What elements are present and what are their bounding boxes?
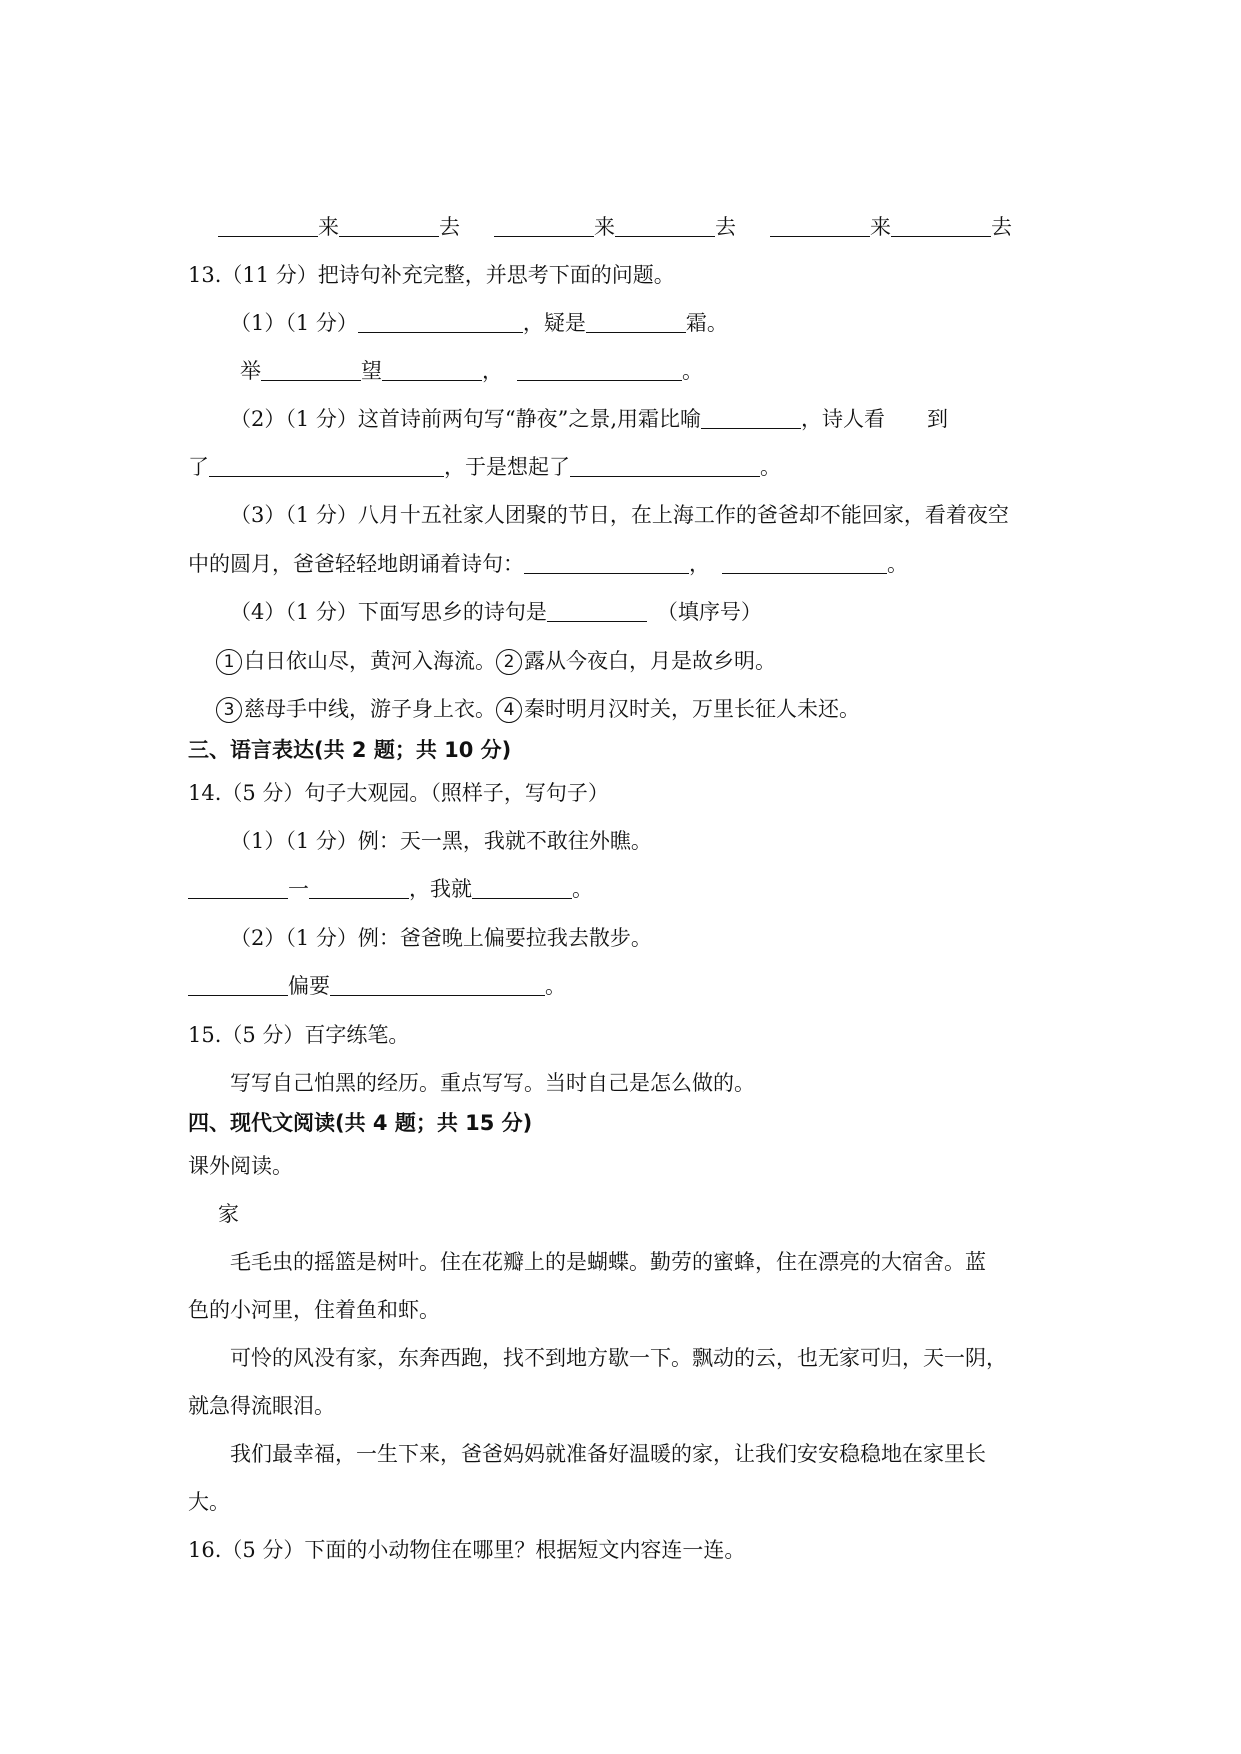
- section-heading-3: 三、语言表达(共 2 题；共 10 分): [188, 738, 512, 762]
- q13-part1: （1）（1 分） ，疑是 霜。: [230, 311, 728, 335]
- blank[interactable]: [261, 358, 361, 381]
- blank[interactable]: [309, 876, 409, 899]
- q13-part3-line2: 中的圆月，爸爸轻轻地朗诵着诗句： ， 。: [188, 552, 908, 576]
- blank[interactable]: [218, 214, 318, 237]
- blank[interactable]: [494, 214, 594, 237]
- lai-char: 来: [594, 215, 615, 239]
- qu-char: 去: [991, 215, 1012, 239]
- q15-body: 写写自己怕黑的经历。重点写写。当时自己是怎么做的。: [230, 1071, 755, 1095]
- blank[interactable]: [517, 358, 682, 381]
- q16-stem: 16.（5 分）下面的小动物住在哪里？根据短文内容连一连。: [188, 1538, 746, 1562]
- reading-para1-line2: 色的小河里，住着鱼和虾。: [188, 1298, 440, 1322]
- q14-part1: （1）（1 分）例：天一黑，我就不敢往外瞧。: [230, 829, 652, 853]
- q15-stem: 15.（5 分）百字练笔。: [188, 1023, 410, 1047]
- blank[interactable]: [615, 214, 715, 237]
- blank[interactable]: [339, 214, 439, 237]
- q14-stem: 14.（5 分）句子大观园。（照样子，写句子）: [188, 781, 609, 805]
- blank[interactable]: [472, 876, 572, 899]
- option-number: 4: [496, 697, 522, 723]
- q13-part2-line2: 了 ，于是想起了 。: [188, 455, 781, 479]
- option-number: 1: [216, 649, 242, 675]
- q13-stem: 13.（11 分）把诗句补充完整，并思考下面的问题。: [188, 263, 675, 287]
- lai-char: 来: [870, 215, 891, 239]
- reading-intro: 课外阅读。: [188, 1154, 293, 1178]
- blank[interactable]: [586, 310, 686, 333]
- blank[interactable]: [209, 454, 444, 477]
- blank[interactable]: [570, 454, 760, 477]
- section-heading-4: 四、现代文阅读(共 4 题；共 15 分): [188, 1111, 533, 1135]
- lai-qu-row: [218, 212, 1012, 242]
- option-number: 3: [216, 697, 242, 723]
- blank[interactable]: [547, 599, 647, 622]
- q13-options-row1: 1 白日依山尽，黄河入海流。 2 露从今夜白，月是故乡明。: [216, 646, 776, 676]
- q14-part2-answer: 偏要 。: [188, 971, 566, 1001]
- blank[interactable]: [722, 551, 887, 574]
- blank[interactable]: [382, 358, 482, 381]
- q13-options-row2: 3 慈母手中线，游子身上衣。 4 秦时明月汉时关，万里长征人未还。: [216, 694, 860, 724]
- option-number: 2: [496, 649, 522, 675]
- q13-part1-line2: 举 望 ， 。: [240, 359, 703, 383]
- reading-para3-line1: 我们最幸福，一生下来，爸爸妈妈就准备好温暖的家，让我们安安稳稳地在家里长: [230, 1442, 986, 1466]
- blank[interactable]: [770, 214, 870, 237]
- reading-title: 家: [218, 1202, 239, 1226]
- qu-char: 去: [439, 215, 460, 239]
- blank[interactable]: [358, 310, 523, 333]
- blank[interactable]: [188, 973, 288, 996]
- reading-para2-line2: 就急得流眼泪。: [188, 1394, 335, 1418]
- lai-char: 来: [318, 215, 339, 239]
- q14-part1-answer: 一 ，我就 。: [188, 874, 593, 904]
- q13-part4: （4）（1 分）下面写思乡的诗句是 （填序号）: [230, 600, 762, 624]
- reading-para3-line2: 大。: [188, 1490, 230, 1514]
- blank[interactable]: [524, 551, 689, 574]
- q13-part3: （3）（1 分）八月十五社家人团聚的节日，在上海工作的爸爸却不能回家，看着夜空: [230, 503, 1009, 527]
- blank[interactable]: [330, 973, 545, 996]
- qu-char: 去: [715, 215, 736, 239]
- blank[interactable]: [891, 214, 991, 237]
- reading-para2-line1: 可怜的风没有家，东奔西跑，找不到地方歇一下。飘动的云，也无家可归，天一阴，: [230, 1346, 1007, 1370]
- q13-part2: （2）（1 分）这首诗前两句写“静夜”之景,用霜比喻 ，诗人看 到: [230, 407, 949, 431]
- q14-part2: （2）（1 分）例：爸爸晚上偏要拉我去散步。: [230, 926, 652, 950]
- blank[interactable]: [701, 406, 801, 429]
- blank[interactable]: [188, 876, 288, 899]
- reading-para1-line1: 毛毛虫的摇篮是树叶。住在花瓣上的是蝴蝶。勤劳的蜜蜂，住在漂亮的大宿舍。蓝: [230, 1250, 986, 1274]
